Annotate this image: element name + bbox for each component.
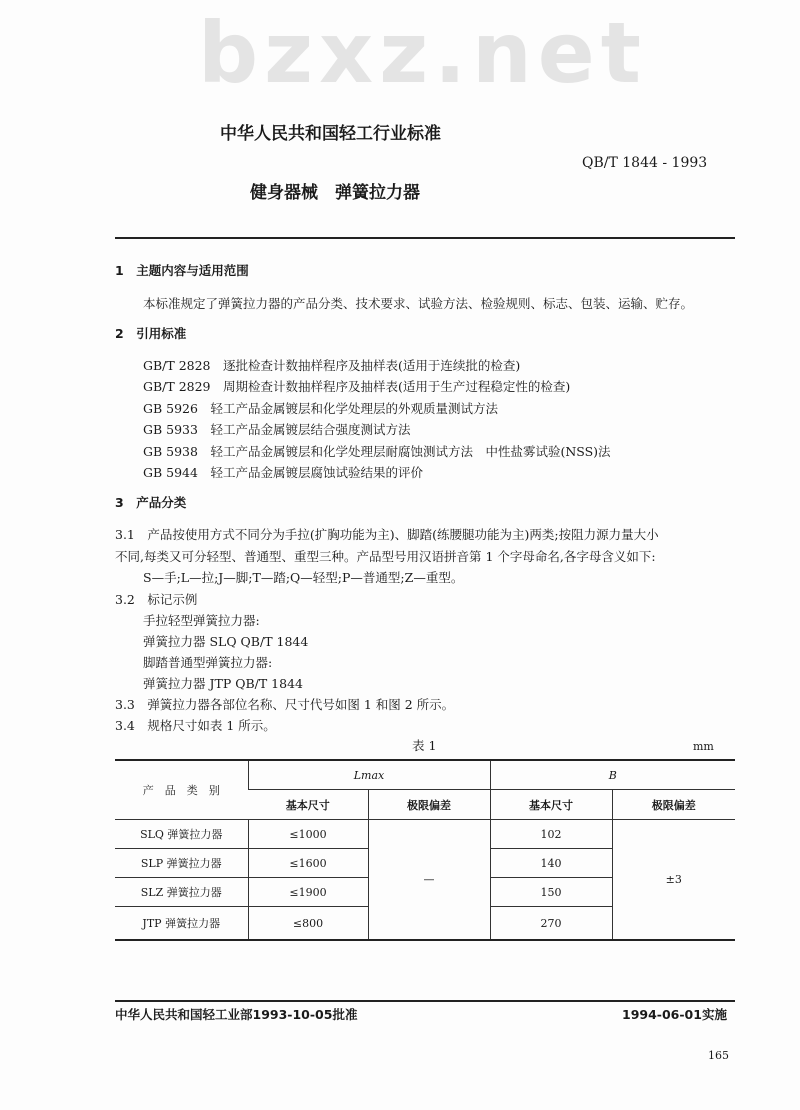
example-label: 脚踏普通型弹簧拉力器: (143, 655, 273, 670)
row-name: JTP 弹簧拉力器 (115, 907, 248, 941)
row-b: 140 (490, 849, 612, 878)
clause-3-2: 3.2 标记示例 (115, 592, 198, 607)
header-lmax: Lmax (248, 760, 490, 790)
row-lmax: ≤800 (248, 907, 368, 941)
table-unit: mm (693, 740, 714, 753)
issuing-org: 中华人民共和国轻工行业标准 (220, 124, 441, 144)
row-lmax: ≤1000 (248, 820, 368, 849)
header-basic-size: 基本尺寸 (490, 790, 612, 820)
reference-item: GB 5933 轻工产品金属镀层结合强度测试方法 (143, 422, 411, 437)
reference-item: GB 5926 轻工产品金属镀层和化学处理层的外观质量测试方法 (143, 401, 498, 416)
header-category: 产 品 类 别 (142, 784, 220, 797)
reference-item: GB 5938 轻工产品金属镀层和化学处理层耐腐蚀测试方法 中性盐雾试验(NSS)法 (143, 444, 611, 459)
clause-3-1-cont: 不同,每类又可分轻型、普通型、重型三种。产品型号用汉语拼音第 1 个字母命名,各字母含义如下: (115, 549, 656, 564)
section-2-heading: 2 引用标准 (115, 326, 187, 341)
effective-date: 1994-06-01实施 (622, 1007, 727, 1022)
clause-3-1: 3.1 产品按使用方式不同分为手拉(扩胸功能为主)、脚踏(练腰腿功能为主)两类;按阻力源力量大小 (115, 527, 659, 542)
standard-code: QB/T 1844 - 1993 (582, 155, 708, 171)
row-b: 270 (490, 907, 612, 941)
standard-title: 健身器械 弹簧拉力器 (250, 183, 420, 203)
section-1-text: 本标准规定了弹簧拉力器的产品分类、技术要求、试验方法、检验规则、标志、包装、运输、贮存。 (143, 296, 694, 311)
section-1-heading: 1 主题内容与适用范围 (115, 263, 249, 278)
clause-3-3: 3.3 弹簧拉力器各部位名称、尺寸代号如图 1 和图 2 所示。 (115, 697, 455, 712)
row-b: 102 (490, 820, 612, 849)
clause-3-4: 3.4 规格尺寸如表 1 所示。 (115, 718, 276, 733)
lmax-tolerance: — (368, 820, 490, 941)
letter-meanings: S—手;L—拉;J—脚;T—踏;Q—轻型;P—普通型;Z—重型。 (143, 570, 464, 585)
spec-table (115, 759, 735, 941)
row-name: SLP 弹簧拉力器 (115, 849, 248, 878)
header-tolerance: 极限偏差 (368, 790, 490, 820)
header-basic-size: 基本尺寸 (248, 790, 368, 820)
reference-item: GB/T 2828 逐批检查计数抽样程序及抽样表(适用于连续批的检查) (143, 358, 521, 373)
page-number: 165 (708, 1049, 729, 1062)
b-tolerance: ±3 (612, 820, 735, 941)
row-name: SLZ 弹簧拉力器 (115, 878, 248, 907)
reference-item: GB 5944 轻工产品金属镀层腐蚀试验结果的评价 (143, 465, 423, 480)
table-caption: 表 1 (412, 738, 437, 753)
row-lmax: ≤1600 (248, 849, 368, 878)
example-marking: 弹簧拉力器 SLQ QB/T 1844 (143, 634, 309, 649)
reference-item: GB/T 2829 周期检查计数抽样程序及抽样表(适用于生产过程稳定性的检查) (143, 379, 571, 394)
row-lmax: ≤1900 (248, 878, 368, 907)
header-rule (115, 237, 735, 239)
approval-date: 中华人民共和国轻工业部1993-10-05批准 (115, 1007, 358, 1022)
watermark: bzxz.net (198, 4, 647, 102)
row-b: 150 (490, 878, 612, 907)
header-tolerance: 极限偏差 (612, 790, 735, 820)
example-label: 手拉轻型弹簧拉力器: (143, 613, 260, 628)
header-b: B (490, 760, 735, 790)
example-marking: 弹簧拉力器 JTP QB/T 1844 (143, 676, 303, 691)
footer-rule (115, 1000, 735, 1002)
section-3-heading: 3 产品分类 (115, 495, 187, 510)
row-name: SLQ 弹簧拉力器 (115, 820, 248, 849)
